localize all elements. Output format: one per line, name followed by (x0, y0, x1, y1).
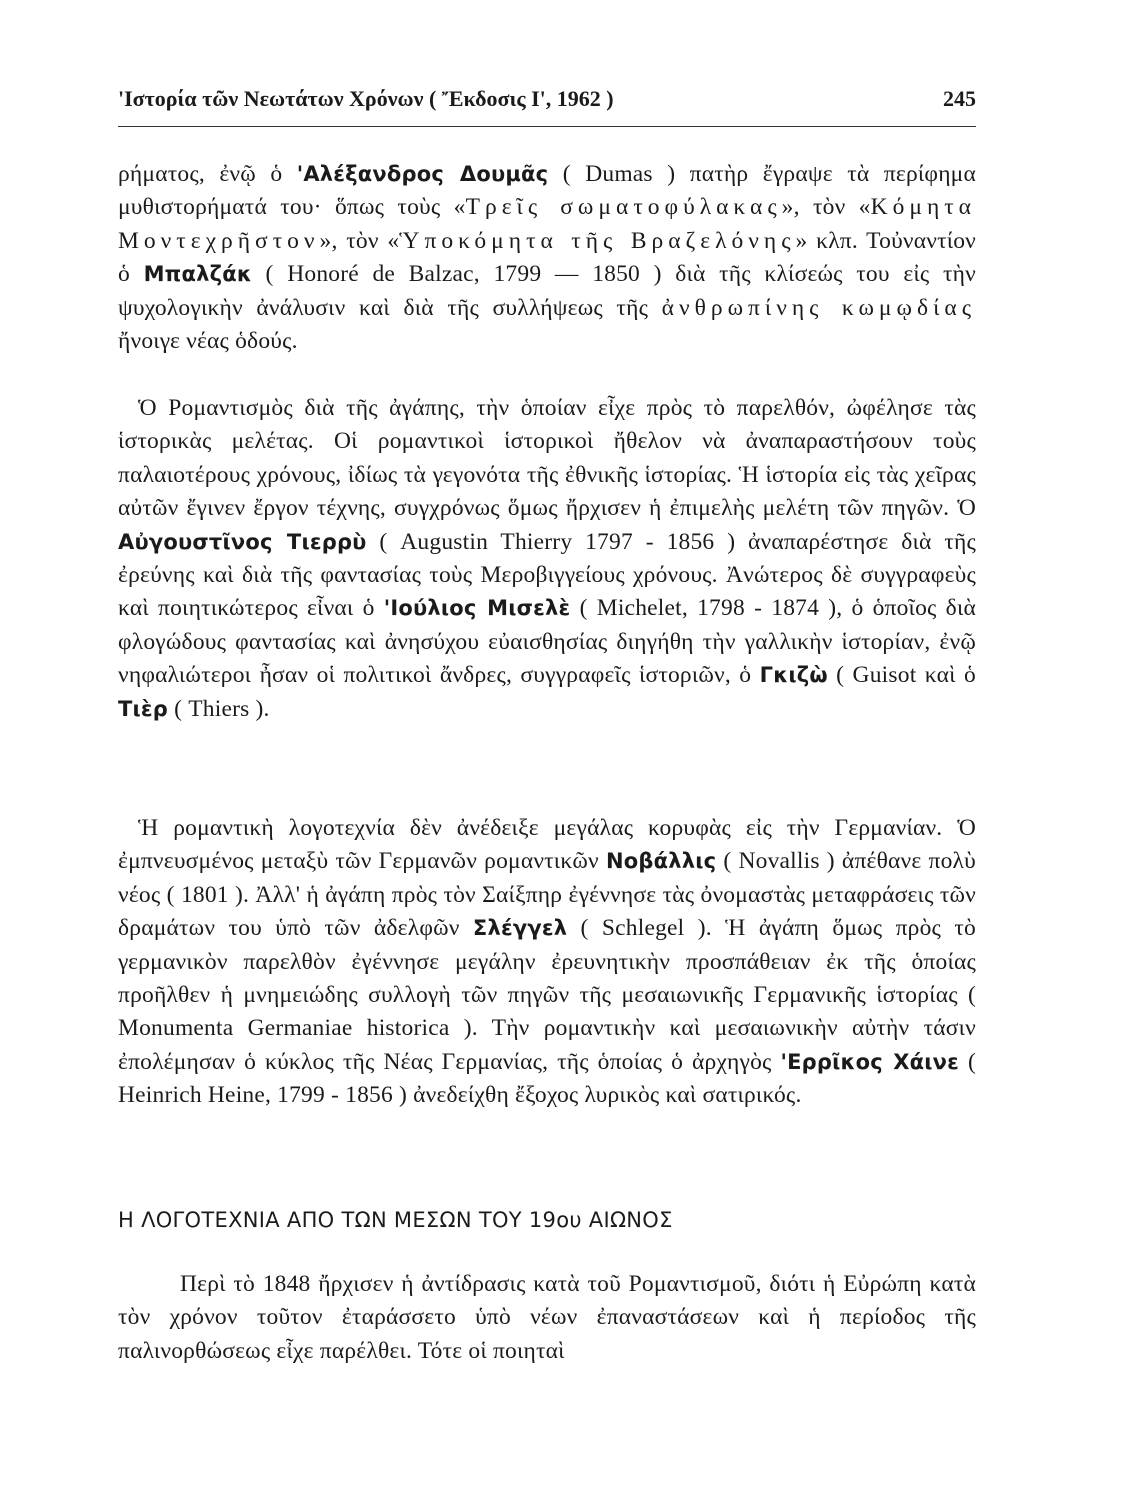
name-thierry: Αὐγουστῖνος Τιερρὺ (118, 529, 367, 554)
work-monte-cristo: Κόμητα Μοντεχρῆστον (118, 194, 976, 254)
page-number: 245 (943, 86, 976, 111)
paragraph-reaction-1848: Περὶ τὸ 1848 ἤρχισεν ἡ ἀντίδρασις κατὰ τοῦ Ρομαντισμοῦ, διότι ἡ Εὐρώπη κατὰ τὸν χρόνον τοῦτον ἐταράσσετο ὑπὸ νέων ἐπαναστάσεων καὶ ἡ περίοδος τῆς παλινορθώσεως εἶχε παρέλθει. Τότε οἱ ποιηταὶ (118, 1271, 976, 1364)
paragraph-dumas-balzac: ρήματος, ἐνῷ ὁ 'Αλέξανδρος Δουμᾶς ( Dumas ) πατὴρ ἔγραψε τὰ περίφημα μυθιστορήματά του· ὅπως τοὺς «Τρεῖς σωματοφύλακας», τὸν «Κόμητα Μοντεχρῆστον», τὸν «Ὑποκόμητα τῆς Βραζελόνης» κλπ. Τοὐναντίον ὁ Μπαλζάκ ( Honoré de Balzac, 1799 — 1850 ) διὰ τῆς κλίσεώς του εἰς τὴν ψυχολογικὴν ἀνάλυσιν καὶ διὰ τῆς συλλήψεως τῆς ἀνθρωπίνης κωμῳδίας ἤνοιγε νέας ὁδούς. (118, 161, 977, 355)
name-schlegel: Σλέγγελ (472, 916, 568, 941)
name-michelet: 'Ιούλιος Μισελὲ (383, 596, 571, 621)
work-three-musketeers: Τρεῖς σωματοφύλακας (465, 194, 782, 221)
section-title: Η ΛΟΓΟΤΕΧΝΙΑ ΑΠΟ ΤΩΝ ΜΕΣΩΝ ΤΟΥ 19ου ΑΙΩΝΟΣ (118, 1208, 673, 1232)
name-balzac: Μπαλζάκ (143, 262, 252, 287)
header-title: 'Ιστορία τῶν Νεωτάτων Χρόνων ( Ἔκδοσις Ι', 1962 ) (118, 86, 614, 111)
header-rule (118, 126, 976, 127)
paragraph-historians: Ὁ Ρομαντισμὸς διὰ τῆς ἀγάπης, τὴν ὁποίαν εἶχε πρὸς τὸ παρελθόν, ὠφέλησε τὰς ἱστορικὰς μελέτας. Οἱ ρομαντικοὶ ἱστορικοὶ ἤθελον νὰ ἀναπαραστήσουν τοὺς παλαιοτέρους χρόνους, ἰδίως τὰ γεγονότα τῆς ἐθνικῆς ἱστορίας. Ἡ ἱστορία εἰς τὰς χεῖρας αὐτῶν ἔγινεν ἔργον τέχνης, συγχρόνως ὅμως ἤρχισεν ἡ ἐπιμελὴς μελέτη τῶν πηγῶν. Ὁ Αὐγουστῖνος Τιερρὺ ( Augustin Thierry 1797 - 1856 ) ἀναπαρέστησε διὰ τῆς ἐρεύνης καὶ διὰ τῆς φαντασίας τοὺς Μεροβιγγείους χρόνους. Ἀνώτερος δὲ συγγραφεὺς καὶ ποιητικώτερος εἶναι ὁ 'Ιούλιος Μισελὲ ( Michelet, 1798 - 1874 ), ὁ ὁποῖος διὰ φλογώδους φαντασίας καὶ ἀνησύχου εὐαισθησίας διηγήθη τὴν γαλλικὴν ἱστορίαν, ἐνῷ νηφαλιώτεροι ἦσαν οἱ πολιτικοὶ ἄνδρες, συγγραφεῖς ἱστοριῶν, ὁ Γκιζὼ ( Guisot καὶ ὁ Τιὲρ ( Thiers ). (118, 395, 976, 722)
name-guizot: Γκιζὼ (759, 663, 828, 688)
running-header (118, 86, 976, 112)
name-thiers: Τιὲρ (118, 696, 169, 721)
name-heine: 'Ερρῖκος Χάινε (780, 1049, 960, 1074)
work-human-comedy: ἀνθρωπίνης κωμῳδίας (661, 294, 977, 321)
work-bragelonne: Ὑποκόμητα τῆς Βραζελόνης (399, 227, 796, 254)
name-dumas: 'Αλέξανδρος Δουμᾶς (296, 162, 549, 186)
name-novalis: Νοβάλλις (605, 849, 717, 874)
paragraph-german-romanticism: Ἡ ρομαντικὴ λογοτεχνία δὲν ἀνέδειξε μεγάλας κορυφὰς εἰς τὴν Γερμανίαν. Ὁ ἐμπνευσμένος μεταξὺ τῶν Γερμανῶν ρομαντικῶν Νοβάλλις ( Novallis ) ἀπέθανε πολὺ νέος ( 1801 ). Ἀλλ' ἡ ἀγάπη πρὸς τὸν Σαίξπηρ ἐγέννησε τὰς ὀνομαστὰς μεταφράσεις τῶν δραμάτων του ὑπὸ τῶν ἀδελφῶν Σλέγγελ ( Schlegel ). Ἡ ἀγάπη ὅμως πρὸς τὸ γερμανικὸν παρελθὸν ἐγέννησε μεγάλην ἐρευνητικὴν προσπάθειαν ἐκ τῆς ὁποίας προῆλθεν ἡ μνημειώδης συλλογὴ τῶν πηγῶν τῆς μεσαιωνικῆς Γερμανικῆς ἱστορίας ( Monumenta Germaniae historica ). Τὴν ρομαντικὴν καὶ μεσαιωνικὴν αὐτὴν τάσιν ἐπολέμησαν ὁ κύκλος τῆς Νέας Γερμανίας, τῆς ὁποίας ὁ ἀρχηγὸς 'Ερρῖκος Χάινε ( Heinrich Heine, 1799 - 1856 ) ἀνεδείχθη ἔξοχος λυρικὸς καὶ σατιρικός. (118, 815, 976, 1109)
